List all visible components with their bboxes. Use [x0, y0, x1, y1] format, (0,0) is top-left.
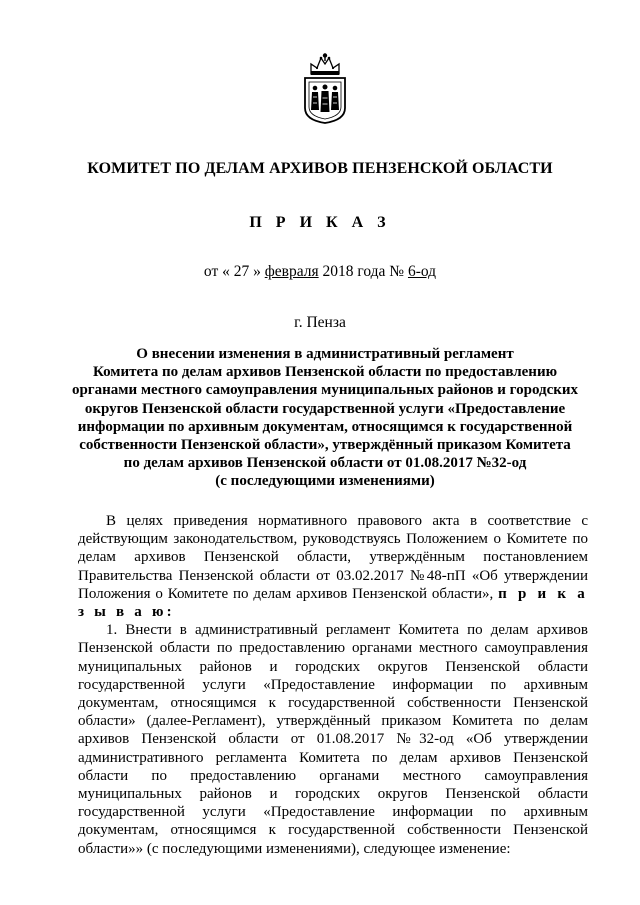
subject-line: органами местного самоуправления муниципальных районов и городских	[71, 382, 579, 399]
preamble-text: В целях приведения нормативного правового акта в соответствие с действующим законодательством, руководствуясь Положением о Комитете по делам архивов Пензенской области, утверждённым постановлением Правительства Пензенской области от 03.02.2017 №48-пП «Об утверждении Положения о Комитете по делам архивов Пензенской области»,	[78, 513, 588, 602]
subject-line: по делам архивов Пензенской области от 01.08.2017 №32-од	[123, 455, 527, 472]
preamble-paragraph	[78, 512, 588, 621]
decree-word: п р и к а з ы в а ю:	[78, 585, 588, 621]
order-body	[78, 512, 588, 858]
order-title: П Р И К А З	[249, 214, 391, 231]
subject-line: информации по архивным документам, относящимся к государственной	[77, 418, 573, 435]
order-subject	[60, 345, 590, 491]
date-month: февраля	[264, 263, 319, 280]
subject-line: собственности Пензенской области», утверждённый приказом Комитета	[79, 437, 571, 454]
subject-line: (с последующими изменениями)	[215, 473, 435, 490]
item-1-paragraph: 1. Внести в административный регламент Комитета по делам архивов Пензенской области по предоставлению органами местного самоуправления муниципальных районов и городских округов Пензенской области государственной услуги «Предоставление информации по архивным документам, относящимся к государственной собственности Пензенской области» (далее-Регламент), утверждённый приказом Комитета по делам архивов Пензенской области от 01.08.2017 №32-од «Об утверждении административного регламента Комитета по делам архивов Пензенской области по предоставлению органами местного самоуправления муниципальных районов и городских округов Пензенской области государственной услуги «Предоставление информации по архивным документам, относящимся к государственной собственности Пензенской области»» (с последующими изменениями), следующее изменение:	[78, 622, 588, 857]
subject-line: округов Пензенской области государственной услуги «Предоставление	[84, 400, 566, 417]
date-prefix: от « 27 »	[203, 263, 265, 280]
city: г. Пенза	[294, 314, 346, 331]
coat-of-arms-icon	[297, 52, 353, 124]
date-year: 2018 года №	[318, 263, 408, 280]
committee-name: КОМИТЕТ ПО ДЕЛАМ АРХИВОВ ПЕНЗЕНСКОЙ ОБЛАСТИ	[87, 160, 553, 177]
order-number: 6-од	[407, 263, 437, 280]
subject-line: Комитета по делам архивов Пензенской области по предоставлению	[92, 364, 558, 381]
subject-line: О внесении изменения в административный регламент	[136, 346, 514, 362]
order-date-line	[0, 263, 640, 281]
